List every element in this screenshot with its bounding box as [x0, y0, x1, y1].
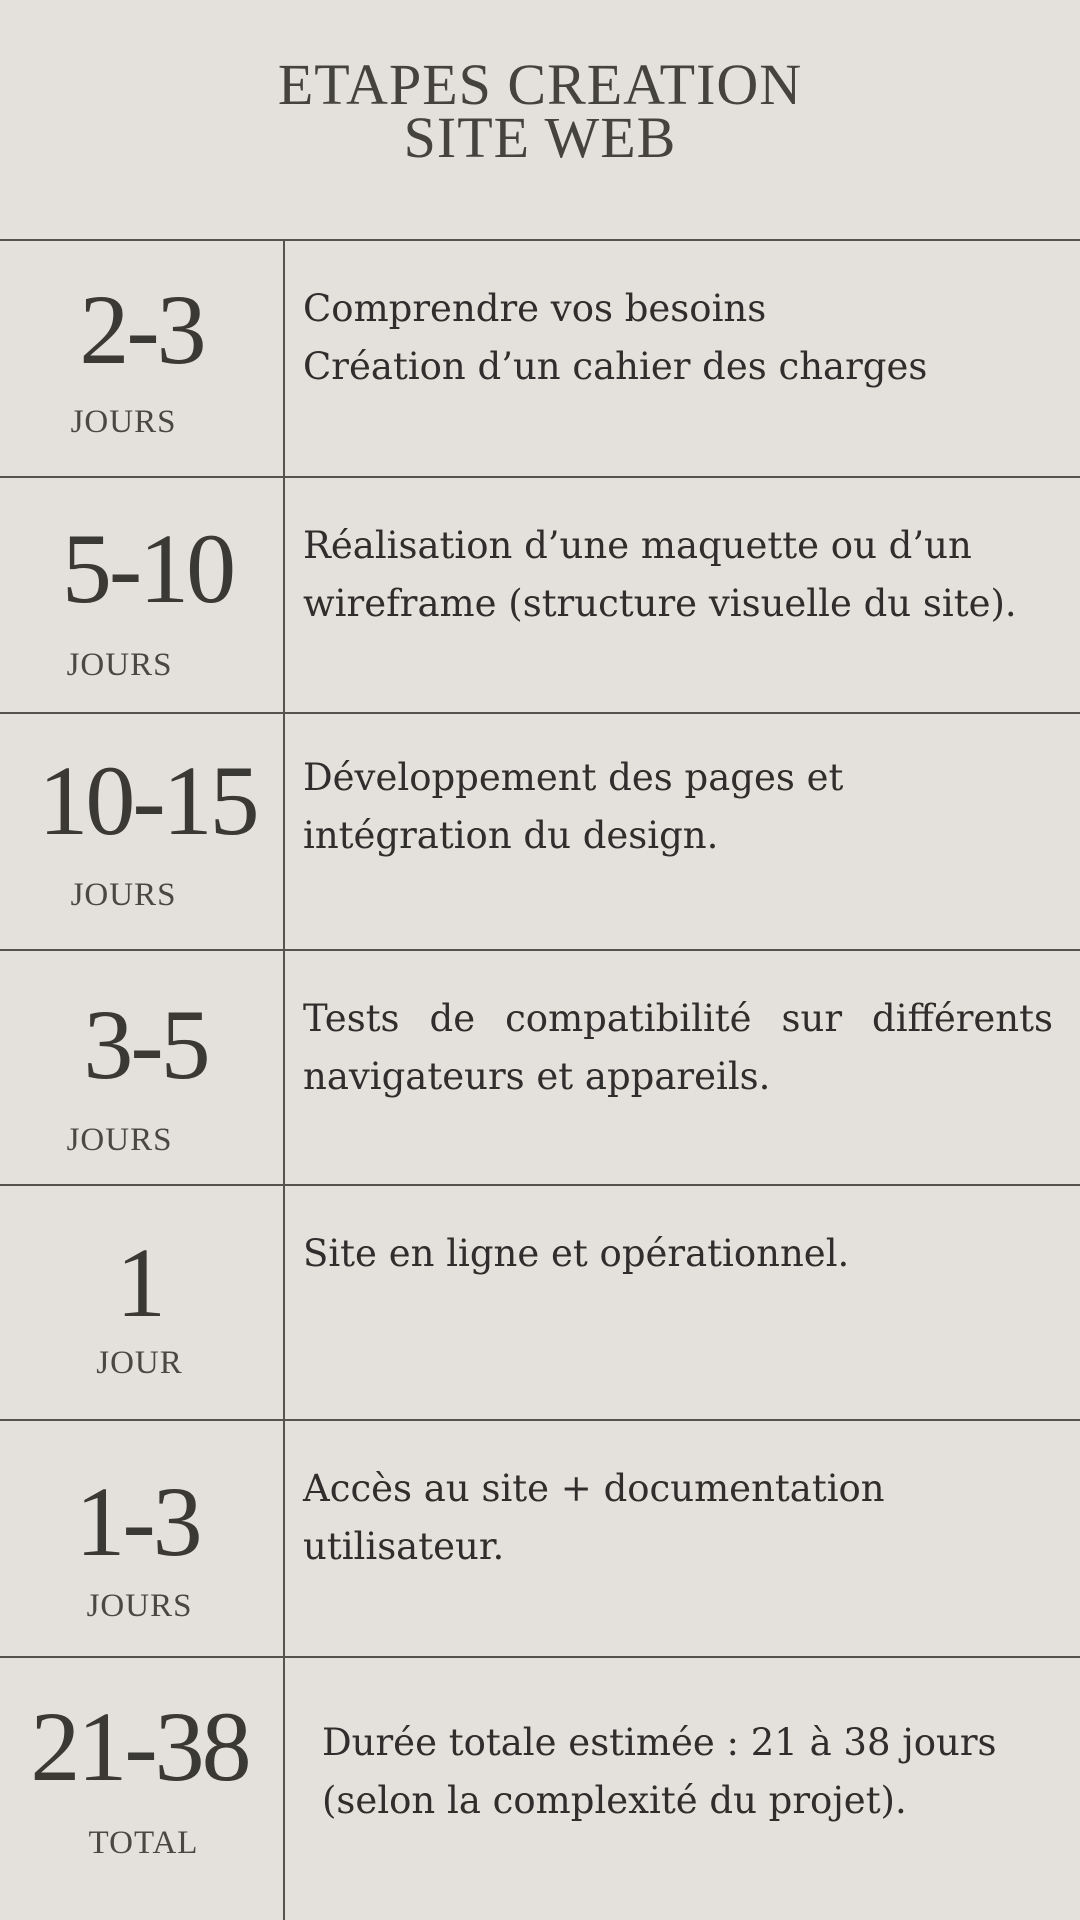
- table-row-step-3: [0, 713, 1080, 949]
- title-line-2: SITE WEB: [403, 105, 677, 170]
- table-row-step-2: [0, 477, 1080, 712]
- table-row-step-6: [0, 1420, 1080, 1656]
- duration-cell: [0, 1420, 283, 1656]
- duration-unit: JOURS: [66, 1122, 173, 1158]
- description-line: Réalisation d’une maquette ou d’un: [303, 524, 972, 567]
- duration-cell: [0, 1185, 283, 1419]
- duration-unit: JOURS: [70, 404, 177, 440]
- step-description: [303, 280, 1053, 396]
- page-title: [0, 52, 1080, 170]
- duration-unit: JOURS: [66, 647, 173, 683]
- step-description: [303, 1225, 1053, 1283]
- total-duration-value: 21-38: [30, 1691, 249, 1802]
- duration-value: 5-10: [61, 513, 234, 624]
- description-line: (selon la complexité du projet).: [322, 1779, 907, 1822]
- duration-value: 1-3: [75, 1466, 200, 1577]
- table-row-step-4: [0, 950, 1080, 1184]
- description-line: Création d’un cahier des charges: [303, 345, 928, 388]
- description-line: Site en ligne et opérationnel.: [303, 1232, 850, 1275]
- duration-unit: JOURS: [70, 877, 177, 913]
- description-line: Développement des pages et: [303, 756, 844, 799]
- step-description: [303, 749, 1053, 865]
- duration-unit: JOUR: [96, 1345, 183, 1381]
- description-line: Accès au site + documentation: [303, 1467, 885, 1510]
- step-description: [303, 517, 1053, 633]
- step-description: [303, 990, 1053, 1106]
- description-line: navigateurs et appareils.: [303, 1055, 771, 1098]
- total-duration-unit: TOTAL: [88, 1825, 199, 1861]
- duration-cell: [0, 713, 283, 949]
- duration-value: 2-3: [79, 274, 204, 385]
- duration-value: 1: [116, 1227, 163, 1338]
- step-description: [303, 1460, 1053, 1576]
- duration-cell: [0, 950, 283, 1184]
- title-line-1: ETAPES CREATION: [277, 52, 803, 117]
- description-line: Durée totale estimée : 21 à 38 jours: [322, 1721, 997, 1764]
- description-line: utilisateur.: [303, 1525, 505, 1568]
- description-line: wireframe (structure visuelle du site).: [303, 582, 1017, 625]
- total-duration-cell: [0, 1657, 283, 1920]
- table-row-step-1: [0, 240, 1080, 476]
- duration-value: 10-15: [38, 745, 257, 856]
- total-description: [322, 1714, 1072, 1830]
- duration-cell: [0, 240, 283, 476]
- table-row-total: [0, 1657, 1080, 1920]
- description-line: Tests de compatibilité sur différents: [303, 997, 1053, 1040]
- duration-cell: [0, 477, 283, 712]
- duration-unit: JOURS: [86, 1588, 193, 1624]
- table-row-step-5: [0, 1185, 1080, 1419]
- duration-value: 3-5: [83, 989, 208, 1100]
- description-line: intégration du design.: [303, 814, 719, 857]
- description-line: Comprendre vos besoins: [303, 287, 767, 330]
